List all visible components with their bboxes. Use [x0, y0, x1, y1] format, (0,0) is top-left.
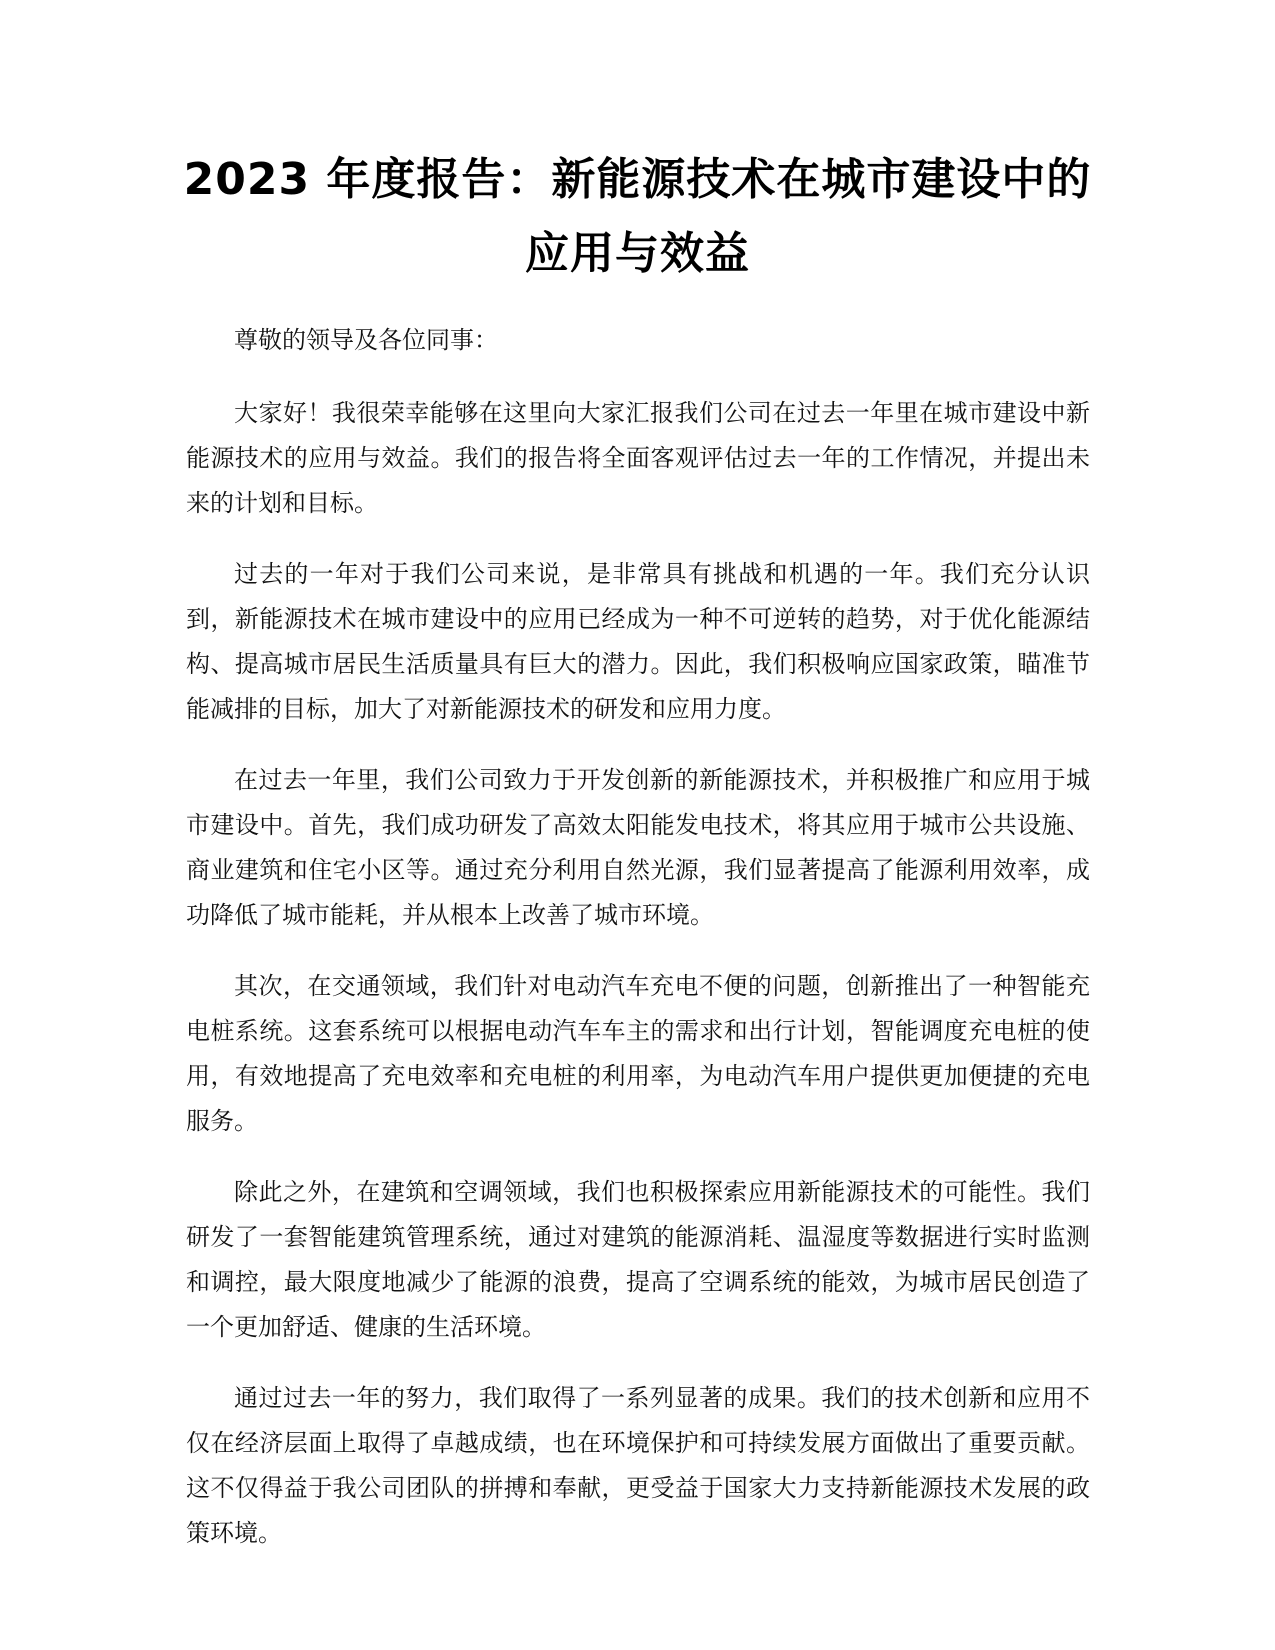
paragraph-intro: 大家好！我很荣幸能够在这里向大家汇报我们公司在过去一年里在城市建设中新能源技术的应用与效益。我们的报告将全面客观评估过去一年的工作情况，并提出未来的计划和目标。	[186, 399, 1090, 517]
document-body	[186, 318, 1090, 1582]
paragraph-achievements: 通过过去一年的努力，我们取得了一系列显著的成果。我们的技术创新和应用不仅在经济层面上取得了卓越成绩，也在环境保护和可持续发展方面做出了重要贡献。这不仅得益于我公司团队的拼搏和奉献，更受益于国家大力支持新能源技术发展的政策环境。	[186, 1384, 1090, 1547]
page-title-line-2: 应用与效益	[525, 228, 750, 279]
paragraph-solar-tech: 在过去一年里，我们公司致力于开发创新的新能源技术，并积极推广和应用于城市建设中。首先，我们成功研发了高效太阳能发电技术，将其应用于城市公共设施、商业建筑和住宅小区等。通过充分利用自然光源，我们显著提高了能源利用效率，成功降低了城市能耗，并从根本上改善了城市环境。	[186, 766, 1090, 929]
paragraph-charging: 其次，在交通领域，我们针对电动汽车充电不便的问题，创新推出了一种智能充电桩系统。这套系统可以根据电动汽车车主的需求和出行计划，智能调度充电桩的使用，有效地提高了充电效率和充电桩的利用率，为电动汽车用户提供更加便捷的充电服务。	[186, 972, 1090, 1135]
paragraph-background: 过去的一年对于我们公司来说，是非常具有挑战和机遇的一年。我们充分认识到，新能源技术在城市建设中的应用已经成为一种不可逆转的趋势，对于优化能源结构、提高城市居民生活质量具有巨大的潜力。因此，我们积极响应国家政策，瞄准节能减排的目标，加大了对新能源技术的研发和应用力度。	[186, 560, 1090, 723]
page-title-line-1: 2023 年度报告：新能源技术在城市建设中的	[183, 154, 1092, 205]
page-title	[150, 143, 1125, 291]
paragraph-building-management: 除此之外，在建筑和空调领域，我们也积极探索应用新能源技术的可能性。我们研发了一套智能建筑管理系统，通过对建筑的能源消耗、温湿度等数据进行实时监测和调控，最大限度地减少了能源的浪费，提高了空调系统的能效，为城市居民创造了一个更加舒适、健康的生活环境。	[186, 1178, 1090, 1341]
greeting: 尊敬的领导及各位同事：	[234, 326, 498, 354]
